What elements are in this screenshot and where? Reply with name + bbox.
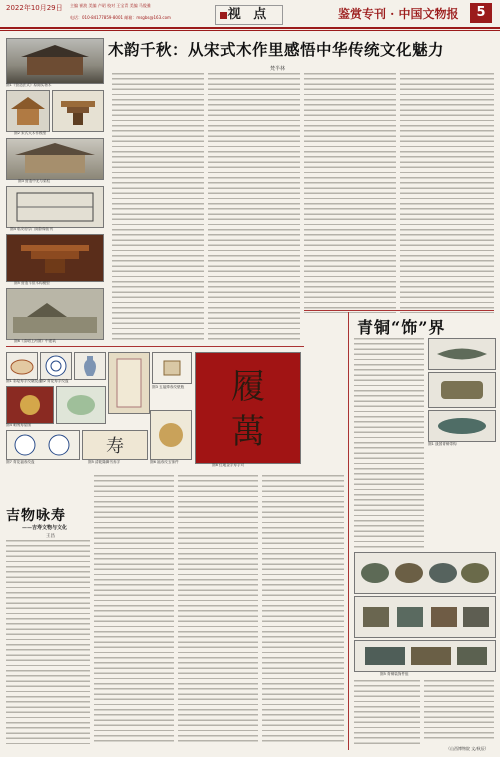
svg-text:履: 履 [231, 367, 265, 407]
plate-icon [41, 353, 71, 379]
ornament-icon [151, 411, 191, 459]
photo-caption: 图5 营造斗拱木构模型 [14, 281, 50, 285]
photo-2 [6, 90, 50, 132]
bracket-set-icon [7, 235, 103, 281]
photo-7 [6, 288, 104, 340]
cup-icon [153, 353, 191, 383]
bowl-icon [7, 353, 37, 379]
photo-caption: 图2 青花寿字纹盘 [40, 379, 69, 383]
photo-caption: 图7 青花福寿纹盘 [6, 460, 35, 464]
photo-6 [6, 234, 104, 282]
editors-line: 主编 崔波 美编 卢昭 校对 王宝青 美编 马俊雅 [70, 3, 151, 8]
masthead [0, 0, 500, 29]
painting-icon [7, 289, 103, 339]
bronze-photo-1 [428, 338, 496, 370]
bronze-photo-3 [428, 410, 496, 442]
photo-caption: 图4 临安府学门阁影像拓刊 [10, 227, 53, 231]
masthead-rule [0, 30, 500, 31]
svg-text:寿: 寿 [106, 436, 124, 457]
bronze-photo-2 [428, 372, 496, 408]
column-divider [348, 312, 349, 750]
bronze-photo-4 [354, 552, 496, 594]
buckle-icon [429, 373, 495, 407]
section-label: 视 点 [215, 5, 283, 25]
photo-caption: 图3 五福捧寿纹壁瓶 [152, 385, 185, 389]
main-text-col-1 [112, 73, 204, 343]
left-headline: 吉物咏寿 [6, 508, 66, 524]
contact-line: 电话：010-84177859-8001 邮箱：msgbs@163.com [70, 15, 171, 20]
photo-caption: 图5 青铜装饰件组 [380, 672, 409, 676]
jade-icon [57, 387, 105, 423]
page-number: 5 [470, 3, 492, 23]
photo-couplet [195, 352, 301, 464]
photo-caption: 图5 清乾隆御书寿字 [88, 460, 121, 464]
main-text-col-3 [304, 73, 396, 313]
plaque-icon [355, 641, 495, 671]
left-text-col-3 [178, 475, 258, 745]
photo-1 [6, 38, 104, 84]
main-byline: 梵半林 [270, 66, 286, 72]
inlay-icon [429, 411, 495, 441]
section-marker-icon [220, 12, 227, 19]
character-icon [83, 431, 147, 459]
bronze-fittings-icon [355, 597, 495, 637]
calligraphy-icon [196, 353, 300, 463]
main-text-col-2 [208, 73, 300, 343]
left-text-col-1 [6, 540, 90, 745]
wood-model-icon [7, 91, 49, 131]
rubbing-icon [7, 187, 103, 227]
photo-bowl [6, 352, 38, 380]
right-footer: （山西博物院 文/秋辰） [446, 746, 489, 751]
left-subheadline: ——吉寿文物与文化 [22, 525, 68, 531]
right-headline: 青铜“饰”界 [357, 318, 446, 337]
photo-3 [52, 90, 104, 132]
section-divider [6, 346, 304, 347]
photo-caption: 图1 战国青铜带钩 [428, 442, 457, 446]
right-text-col-1 [354, 338, 424, 548]
bracket-model-icon [53, 91, 103, 131]
left-text-col-4 [262, 475, 344, 745]
building-icon [7, 39, 103, 83]
bronze-ornaments-icon [355, 553, 495, 593]
photo-embroidery [6, 386, 54, 424]
main-headline: 木韵千秋：从宋式木作里感悟中华传统文化魅力 [108, 40, 445, 59]
photo-caption: 图8 红地金字寿字对 [212, 463, 245, 467]
photo-5 [6, 186, 104, 228]
photo-caption: 图3 营造中无与梁柱 [18, 179, 51, 183]
right-text-col-3 [424, 680, 494, 742]
photo-ornament [150, 410, 192, 460]
left-text-col-2 [94, 475, 174, 745]
bronze-photo-5 [354, 596, 496, 638]
photo-4 [6, 138, 104, 180]
main-text-col-4 [400, 73, 494, 313]
special-title: 鉴赏专刊 · 中国文物报 [338, 7, 459, 21]
plates-icon [7, 431, 79, 459]
left-author: 王昌 [46, 534, 55, 539]
issue-date: 2022年10月29日 [6, 4, 63, 12]
embroidery-icon [7, 387, 53, 423]
right-text-col-2 [354, 680, 420, 744]
pavilion-icon [7, 139, 103, 179]
photo-caption: 图6 福寿纹玉饰件 [150, 460, 179, 464]
bronze-photo-6 [354, 640, 496, 672]
photo-caption: 图1《营造法式》原阁实物木 [6, 83, 52, 87]
photo-cup [152, 352, 192, 384]
belt-hook-icon [429, 339, 495, 369]
vase-icon [75, 353, 105, 379]
photo-plates-row [6, 430, 80, 460]
photo-scroll [108, 352, 150, 414]
photo-caption: 图6《清明上河图》中建筑 [14, 339, 56, 343]
photo-caption: 图2 宋式大木作模型 [14, 131, 47, 135]
photo-caption: 图1 彩绘寿字纹碗及盘 [6, 379, 42, 383]
svg-text:萬: 萬 [231, 412, 265, 452]
photo-calligraphy-small [82, 430, 148, 460]
photo-caption: 图4 刺绣寿星图 [6, 423, 31, 427]
scroll-icon [109, 353, 149, 413]
section-divider [304, 310, 494, 311]
photo-plate [40, 352, 72, 380]
photo-vase [74, 352, 106, 380]
photo-jade [56, 386, 106, 424]
